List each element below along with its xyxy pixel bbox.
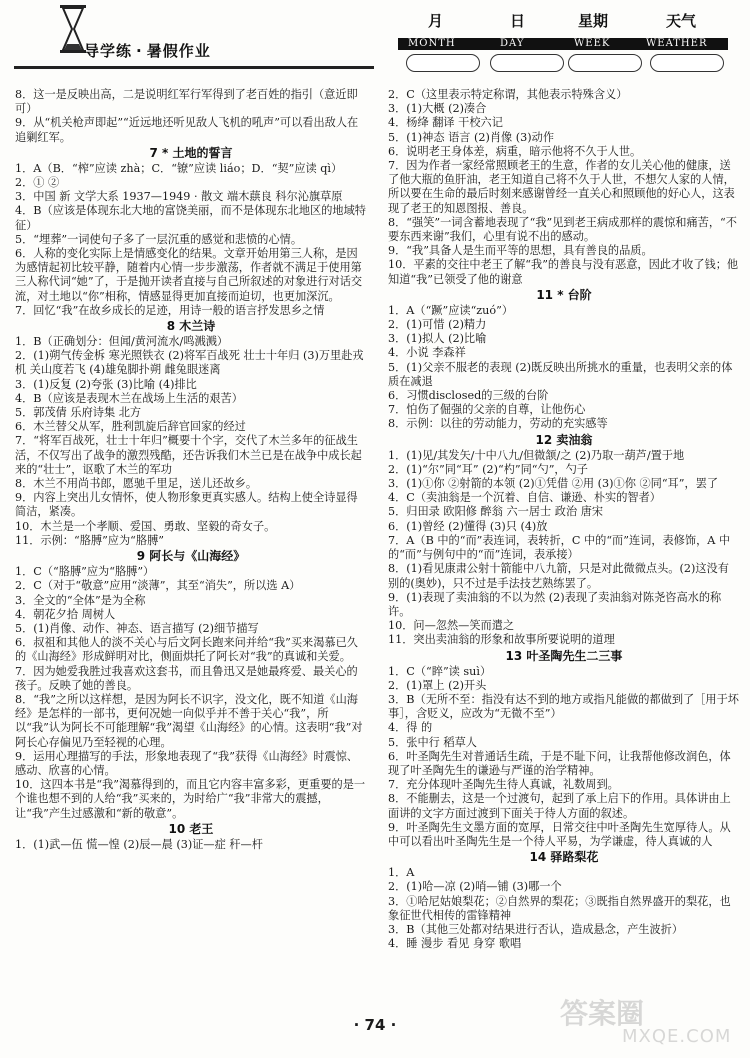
- answer-item: 5．(1)肖像、动作、神态、语言描写 (2)细节描写: [15, 621, 259, 635]
- answer-item: 4．小说 李森祥: [388, 346, 466, 360]
- answer-item: 8．“强笑”一词含蓄地表现了“我”见到老王病成那样的震惊和痛苦，“不要东西来谢”我们，心里有说不出的感动。: [388, 215, 737, 244]
- answer-item: 4．杨绛 翻译 干校六记: [388, 116, 503, 130]
- answer-item: 1．A（B．“榨”应读 zhà；C．“镣”应读 liáo；D．“契”应读 qì）: [15, 161, 343, 175]
- answer-item: 7．充分体现叶圣陶先生待人真诚，礼数周到。: [388, 778, 619, 792]
- answer-item: 4．睡 漫步 看见 身穿 歌唱: [388, 937, 522, 951]
- answer-item: 8．示例：以往的劳动能力，劳动的充实感等: [388, 417, 608, 431]
- answer-item: 4．C（卖油翁是一个沉着、自信、谦逊、朴实的智者）: [388, 491, 661, 505]
- answer-item: 2．① ②: [15, 176, 60, 190]
- month-box[interactable]: [406, 54, 480, 72]
- answer-item: 8．“我”之所以这样想，是因为阿长不识字，没文化，既不知道《山海经》是怎样的一部书，更何况她一向似乎并不善于关心“我”，所以“我”认为阿长不可能理解“我”渴望《山海经》的心情。这表明“我”对阿长心存偏见乃至轻视的心理。: [15, 692, 363, 749]
- answer-item: 4．得 的: [388, 721, 433, 735]
- answer-item: 10．木兰是一个孝顺、爱国、勇敢、坚毅的奇女子。: [15, 519, 276, 533]
- answer-item: 2．(1)“尔”同“耳” (2)“杓”同“勺”，勺子: [388, 462, 588, 476]
- answer-item: 1．(1)武—伍 慌—惶 (2)辰—晨 (3)证—症 秆—杆: [15, 837, 263, 851]
- answer-item: 6．说明老王身体差，病重，暗示他将不久于人世。: [388, 144, 642, 158]
- date-band: [398, 38, 728, 50]
- series-name: 导学练: [84, 42, 133, 60]
- weather-box[interactable]: [650, 54, 724, 72]
- answer-item: 2．(1)可惜 (2)精力: [388, 318, 487, 332]
- answer-item: 5．(1)神态 语言 (2)肖像 (3)动作: [388, 130, 555, 144]
- page-header: [0, 0, 750, 92]
- answer-item: 1．B（正确划分：但闻/黄河流水/鸣溅溅）: [15, 335, 229, 349]
- week-en: WEEK: [574, 38, 611, 49]
- section-heading: 7 * 土地的誓言: [149, 145, 233, 160]
- answer-item: 1．C（“睟”读 suì）: [388, 664, 492, 678]
- answer-item: 6．叔祖和其他人的淡不关心与后文阿长跑来问并给“我”买来渴慕已久的《山海经》形成鲜明对比，侧面烘托了阿长对“我”的真诚和关爱。: [15, 636, 358, 664]
- watermark-url: MXQE.COM: [622, 1026, 732, 1047]
- answer-item: 3．B（无所不至：指没有达不到的地方或指凡能做的都做到了［用于坏事］，含贬义，应改为“无微不至”）: [388, 692, 739, 721]
- answer-item: 2．(1)哈—凉 (2)哨—铺 (3)哪一个: [388, 880, 562, 894]
- left-answer-column: [15, 88, 367, 1008]
- page-number: · 74 ·: [353, 1016, 397, 1034]
- answer-item: 1．C（“胳膊”应为“胳膊”）: [15, 565, 155, 579]
- answer-item: 4．B（应该是表现木兰在战场上生活的艰苦）: [15, 391, 243, 405]
- section-heading: 11 * 台阶: [536, 287, 592, 302]
- answer-item: 7．A（B 中的“而”表连词，表转折，C 中的“而”连词，表修饰，A 中的“而”与例句中的“而”连词，表承接）: [388, 533, 731, 562]
- watermark: [560, 992, 740, 1052]
- answer-item: 6．木兰替父从军，胜利凯旋后辞官回家的经过: [15, 420, 246, 434]
- month-label: 月: [428, 12, 444, 30]
- section-heading: 8 木兰诗: [166, 319, 216, 334]
- answer-item: 3．中国 新 文学大系 1937—1949 · 散文 端木蕻良 科尔沁旗草原: [15, 190, 343, 204]
- answer-item: 5．归田录 欧阳修 醉翁 六一居士 政治 唐宋: [388, 505, 604, 519]
- answer-item: 3．B（其他三处都对结果进行否认，造成悬念，产生波折）: [388, 922, 684, 936]
- answer-item: 10．这四本书是“我”渴慕得到的，而且它内容丰富多彩，更重要的是一个谁也想不到的人给“我”买来的，为时给广“我”非常大的震撼，让“我”产生过感激和“新的敬意”。: [15, 778, 366, 820]
- answer-item: 5．“埋葬”一词使句子多了一层沉重的感觉和悲愤的心情。: [15, 232, 303, 246]
- series-dot: ·: [136, 42, 143, 60]
- answer-item: 9．(1)表现了卖油翁的不以为然 (2)表现了卖油翁对陈尧咨高水的称许。: [388, 590, 722, 618]
- answer-item: 3．(1)大概 (2)凑合: [388, 102, 487, 116]
- answer-item: 3．(1)反复 (2)夸张 (3)比喻 (4)排比: [15, 377, 197, 391]
- answer-item: 8．木兰不用尚书郎，愿驰千里足，送儿还故乡。: [15, 477, 258, 491]
- answer-item: 7．因为她爱我胜过我喜欢这套书，而且鲁迅又是她最疼爱、最关心的孩子。反映了她的善良。: [15, 664, 358, 692]
- answer-item: 5．郭茂倩 乐府诗集 北方: [15, 406, 142, 420]
- answer-item: 3．(1)拟人 (2)比喻: [388, 332, 487, 346]
- answer-item: 1．(1)见/其发矢/十中八九/但微颔/之 (2)乃取一葫芦/置于地: [388, 448, 685, 462]
- section-heading: 13 叶圣陶先生二三事: [505, 648, 623, 663]
- answer-item: 6．叶圣陶先生对普通话生疏，于是不耻下问，让我帮他修改润色，体现了叶圣陶先生的谦逊与严谨的治学精神。: [388, 749, 731, 777]
- date-fill-boxes: [398, 54, 728, 74]
- answer-item: 7．怕伤了倔强的父亲的自尊，让他伤心: [388, 403, 586, 417]
- day-label: 日: [510, 12, 526, 30]
- answer-item: 9．内容上突出儿女情怀，使人物形象更真实感人。结构上使全诗显得简洁，紧凑。: [15, 491, 358, 519]
- answer-item: 9．“我”具备人是生而平等的思想，具有善良的品质。: [388, 244, 653, 258]
- answer-item: 11．示例：“胳膊”应为“胳膊”: [15, 533, 164, 547]
- header-rule: [14, 66, 374, 69]
- answer-item: 7．回忆“我”在故乡成长的足迹，用诗一般的语言抒发思乡之情: [15, 303, 325, 317]
- answer-item: 8．(1)看见康肃公射十箭能中八九箭，只是对此微微点头。(2)这没有别的(奥妙)，只不过是手法技艺熟练罢了。: [388, 562, 729, 590]
- answer-item: 10．问—忽然—笑而遣之: [388, 619, 515, 633]
- watermark-logo: 答案圈: [560, 997, 645, 1030]
- section-heading: 9 阿长与《山海经》: [136, 549, 246, 564]
- answer-item: 4．B（应该是体现东北大地的富饶美丽，而不是体现东北地区的地域特征）: [15, 204, 366, 232]
- week-box[interactable]: [568, 54, 642, 72]
- answer-item: 4．朝花夕拾 周树人: [15, 607, 116, 621]
- answer-item: 2．(1)罩上 (2)开头: [388, 678, 487, 692]
- answer-item: 9．叶圣陶先生文墨方面的宽厚，日常交往中叶圣陶先生宽厚待人。从中可以看出叶圣陶先生是一个待人平易，为学谦虚，待人真诚的人: [388, 820, 731, 848]
- answer-item: 6．人称的变化实际上是情感变化的结果。文章开始用第三人称，是因为感情起初比较平静，随着内心情一步步激荡，作者就不满足于使用第三人称代词“她”了，于是抛开读者直接与自己所叙述的对象进行对话交流，对土地以“你”相称，情感显得更加直接而迫切，也更加深沉。: [15, 247, 363, 303]
- answer-item: 1．A: [388, 866, 415, 880]
- weather-label: 天气: [666, 12, 697, 30]
- answer-item: 11．突出卖油翁的形象和故事所要说明的道理: [388, 633, 615, 647]
- answer-item: 2．C（对于“敬意”应用“淡薄”，其至“消失”，所以选 A）: [15, 579, 301, 593]
- answer-item: 9．运用心理描写的手法，形象地表现了“我”获得《山海经》时震惊、感动、欣喜的心情。: [15, 749, 358, 777]
- answer-item: 3．①哈尼姑娘梨花；②自然界的梨花；③既指自然界盛开的梨花，也象征世代相传的雷锋精神: [388, 894, 731, 922]
- day-box[interactable]: [490, 54, 564, 72]
- answer-item: 7．因为作者一家经常照顾老王的生意，作者的女儿关心他的健康，送了他大瓶的鱼肝油，老王知道自己将不久于人世，不想欠人家的人情，所以要在生命的最后时刻来感谢曾经一直关心和照顾他的好心人，这表现了老王的知恩图报、善良。: [388, 159, 735, 215]
- answer-item: 5．(1)父亲不服老的表现 (2)既反映出所挑水的重量，也表明父亲的体质在减退: [388, 360, 733, 388]
- answer-item: 2．(1)朔气传金柝 寒光照铁衣 (2)将军百战死 壮士十年归 (3)万里赴戎机 关山度若飞 (4)雄兔脚扑朔 雌兔眼迷离: [15, 349, 364, 377]
- right-answer-column: [388, 88, 740, 1008]
- answer-item: 7．“将军百战死，壮士十年归”概要十个字，交代了木兰多年的征战生活，不仅写出了战争的激烈残酷，还告诉我们木兰已是在战争中成长起来的“壮士”，讴歌了木兰的军功: [15, 434, 362, 476]
- section-heading: 14 驿路梨花: [529, 850, 599, 865]
- answer-item: 8．不能删去，这是一个过渡句，起到了承上启下的作用。具体讲由上面讲的文字方面过渡到下面关于待人方面的叙述。: [388, 792, 731, 820]
- answer-item: 3．全文的“全体”是为全称: [15, 593, 146, 607]
- month-en: MONTH: [408, 38, 456, 49]
- series-title: [84, 40, 274, 62]
- week-label: 星期: [578, 12, 609, 30]
- answer-item: 2．C（这里表示特定称谓，其他表示特殊含义）: [388, 88, 628, 101]
- answer-item: 6．习惯disclosed的三级的台阶: [388, 389, 549, 403]
- answer-item: 3．(1)①你 ②射箭的本领 (2)①凭借 ②用 (3)①你 ②同“耳”，罢了: [388, 477, 719, 491]
- weather-en: WEATHER: [646, 38, 708, 49]
- answer-item: 1．A（“蹶”应读“zuó”）: [388, 303, 514, 317]
- date-labels: [398, 10, 728, 36]
- series-subtitle: 暑假作业: [146, 42, 211, 60]
- section-heading: 12 卖油翁: [535, 432, 593, 447]
- answer-item: 10．平素的交往中老王了解“我”的善良与没有恶意，因此才收了钱；他知道“我”已领受了他的谢意: [388, 258, 739, 286]
- answer-item: 5．张中行 稻草人: [388, 735, 477, 749]
- day-en: DAY: [500, 38, 525, 49]
- section-heading: 10 老王: [168, 821, 214, 836]
- answer-item: 6．(1)曾经 (2)懂得 (3)只 (4)放: [388, 519, 548, 533]
- answer-item: 9．从“机关枪声即起”“近远地还听见敌人飞机的吼声”可以看出敌人在追剿红军。: [15, 116, 359, 144]
- answer-item: 8．这一是反映出高，二是说明红军行军得到了老百姓的指引（意近即可）: [15, 88, 358, 116]
